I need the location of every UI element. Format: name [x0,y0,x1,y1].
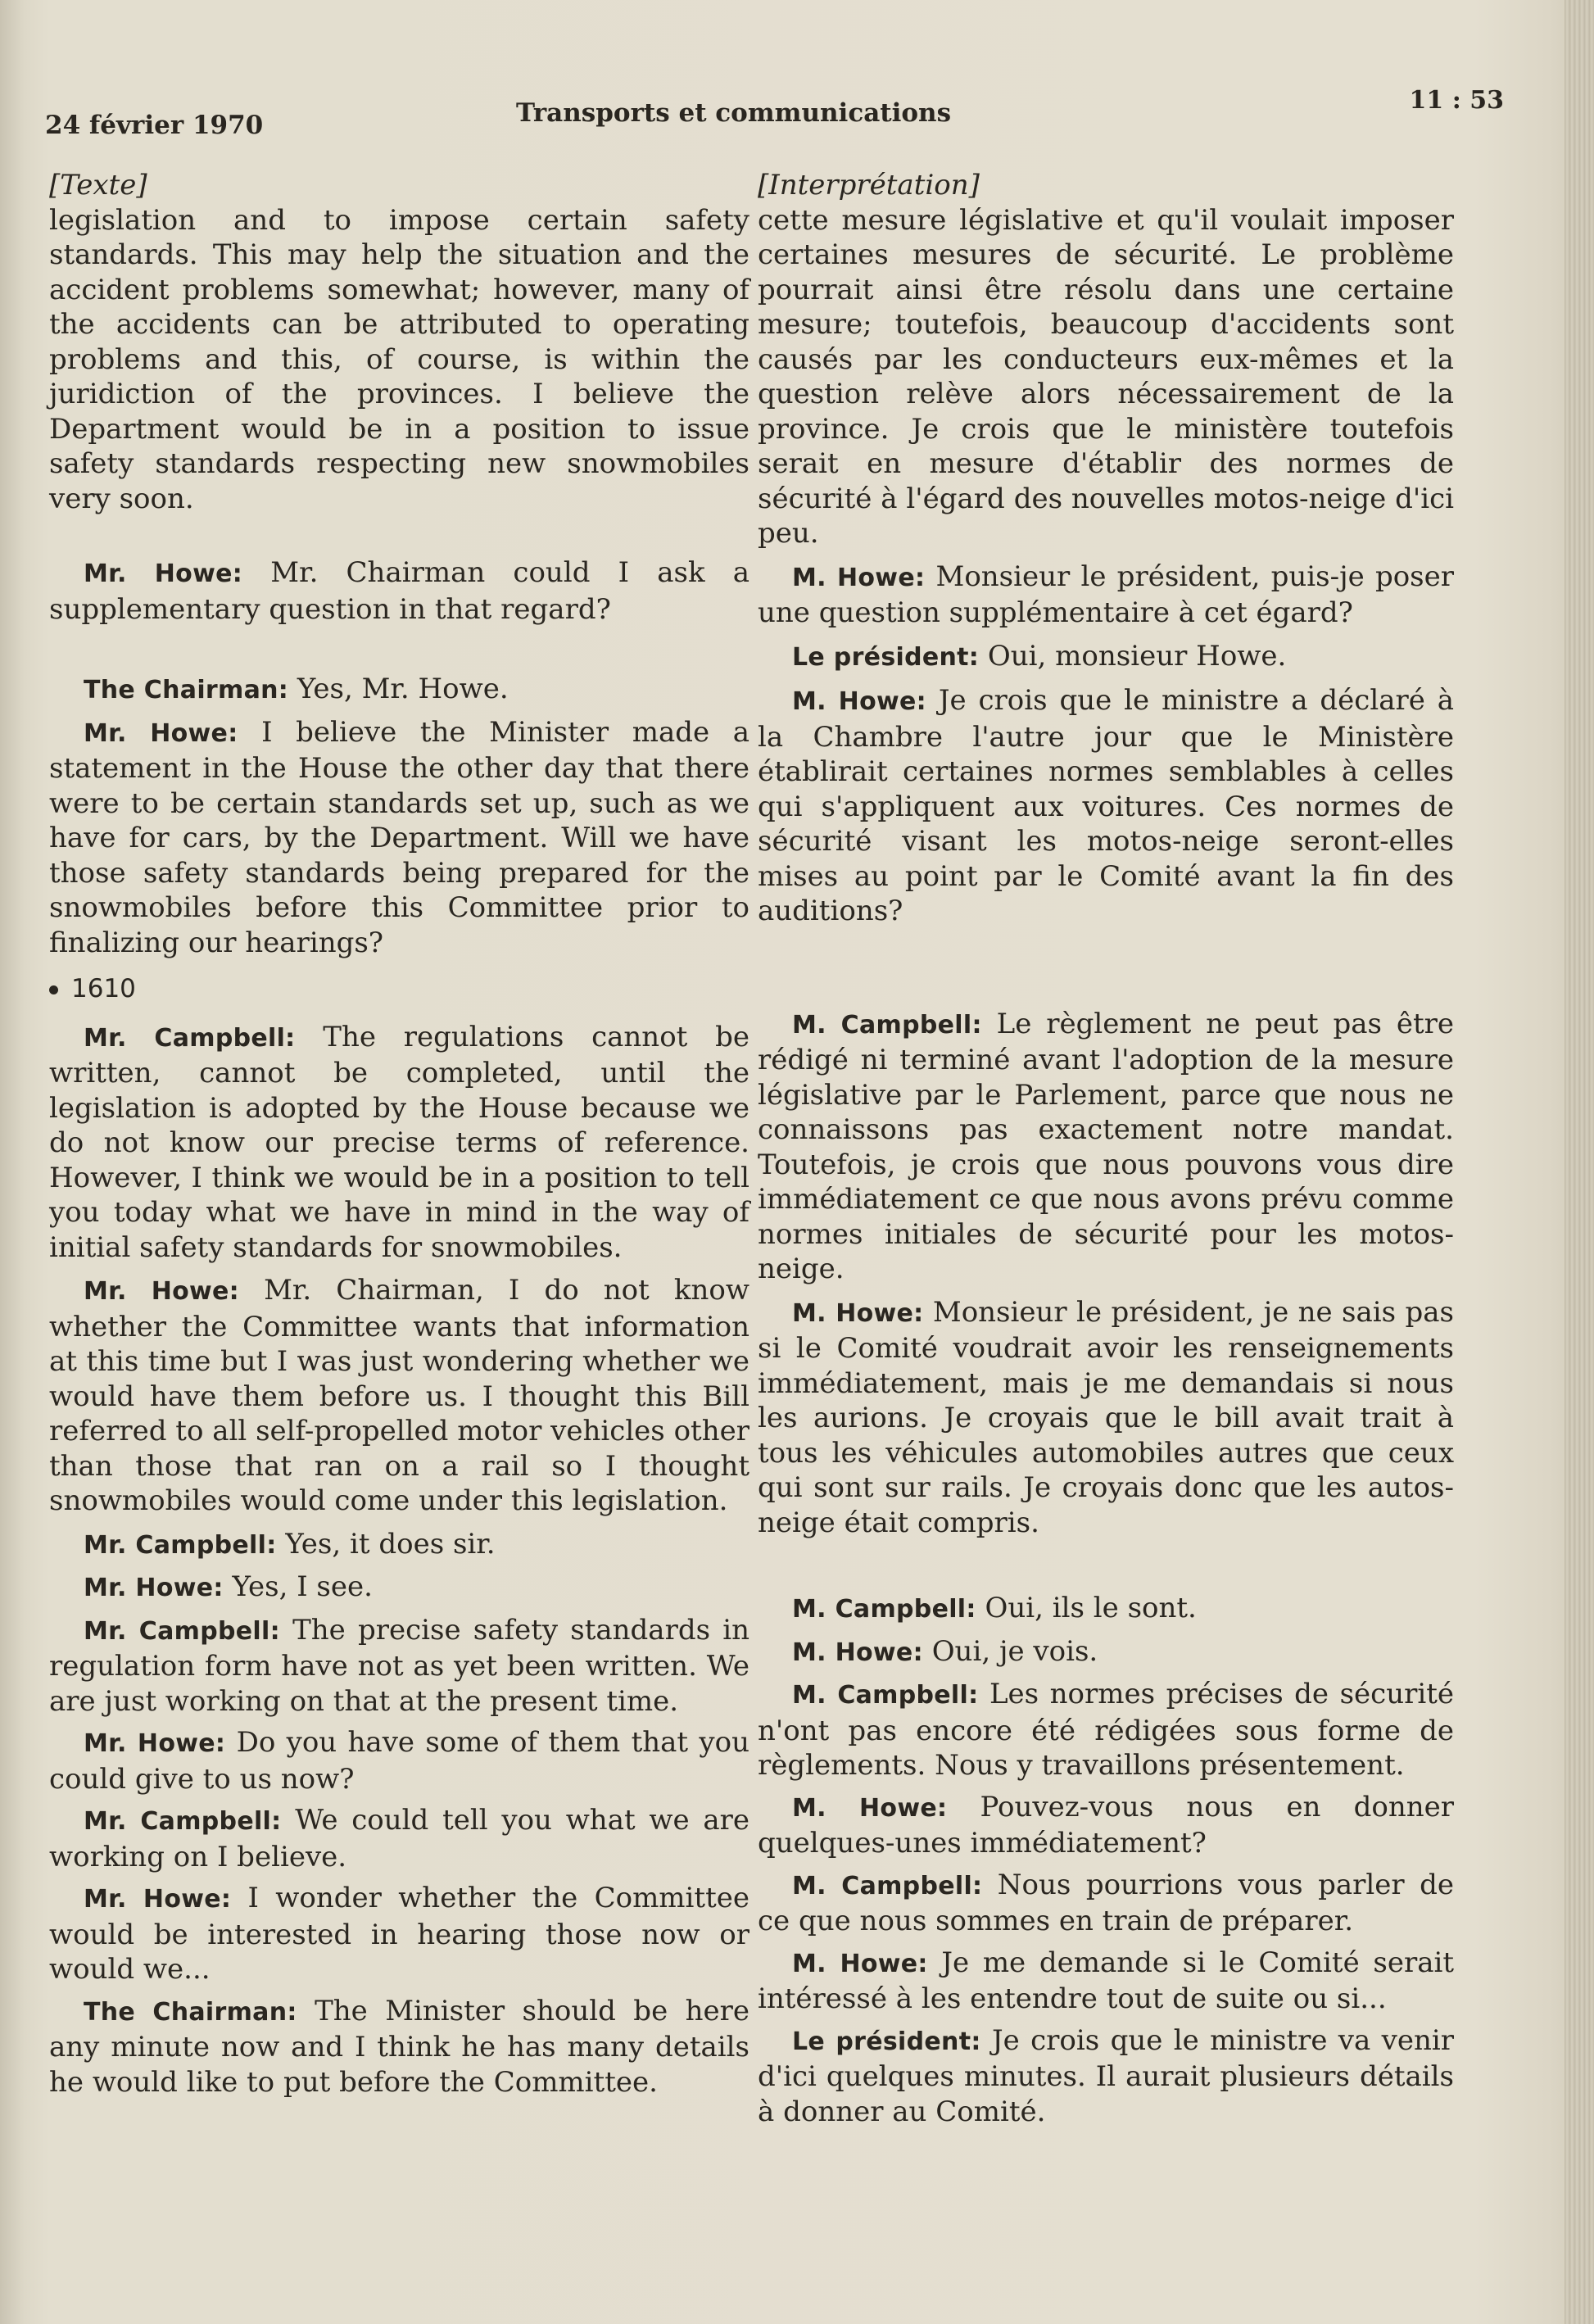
paragraph-text: cette mesure législative et qu'il voulait imposer certaines mesures de sécurité. Le problème pourrait ainsi être résolu dans une certaine mesure; toutefois, beaucoup d'accidents sont causés par les conducteurs eux-mêmes et la question relève alors nécessairement de la province. Je crois que le ministère toutefois serait en mesure d'établir des normes de sécurité à l'égard des nouvelles motos-neige d'ici peu. [758,203,1454,550]
speaker-name: M. Howe: [792,1298,924,1328]
paragraph-text: Pouvez-vous nous en donner quelques-unes immédiatement? [758,1790,1454,1860]
french-column [758,168,1454,2129]
paragraph [758,1007,1454,1287]
speaker-name: Mr. Howe: [84,1574,224,1602]
paragraph [758,1946,1454,2017]
speaker-name: M. Campbell: [792,1871,983,1900]
paragraph [49,555,749,627]
speaker-name: The Chairman: [84,676,289,704]
paragraph [758,2023,1454,2130]
paragraph [758,1868,1454,1939]
paragraph [49,715,749,961]
paragraph [49,1273,749,1519]
speaker-name: Mr. Campbell: [84,1807,282,1836]
header-title: Transports et communications [516,98,952,128]
paragraph-text: Oui, monsieur Howe. [987,639,1287,673]
speaker-name: M. Howe: [792,687,926,716]
paragraph [49,1994,749,2100]
paragraph [49,203,749,517]
paragraph-text: Le règlement ne peut pas être rédigé ni terminé avant l'adoption de la mesure législative par le Parlement, parce que nous ne connaissons pas exactement notre mandat. Toutefois, je crois que nous pouvons vous dire immédiatement ce que nous avons prévu comme normes initiales de sécurité pour les motos-neige. [758,1007,1454,1285]
time-marker-text: 1610 [71,974,136,1003]
paragraph [49,672,749,709]
speaker-name: Mr. Howe: [84,1885,232,1914]
paragraph [49,1613,749,1719]
paragraph-text: Mr. Chairman could I ask a supplementary question in that regard? [49,556,749,626]
speaker-name: M. Howe: [792,1793,948,1823]
speaker-name: M. Howe: [792,563,926,592]
speaker-name: Mr. Howe: [84,1277,239,1306]
speaker-name: Mr. Howe: [84,559,243,588]
paragraph-text: We could tell you what we are working on I believe. [49,1804,749,1873]
speaker-name: Mr. Campbell: [84,1530,277,1560]
english-column-label: [Texte] [49,169,147,202]
paragraph-text: Mr. Chairman, I do not know whether the Committee wants that information at this time but I was just wondering whether we would have them before us. I thought this Bill referred to all self-propelled motor vehicles other than those that ran on a rail so I thought snowmobiles would come under this legislation. [49,1274,749,1517]
paragraph [758,559,1454,631]
paragraph-text: Do you have some of them that you could give to us now? [49,1726,749,1796]
time-marker [49,972,749,1007]
paragraph-text: I believe the Minister made a statement in the House the other day that there were to be certain standards set up, such as we have for cars, by the Department. Will we have those safety standards being prepared for the snowmobiles before this Committee prior to finalizing our hearings? [49,715,749,959]
speaker-name: M. Howe: [792,1949,928,1978]
paragraph-text: Yes, it does sir. [285,1527,496,1561]
page-header [45,86,1504,143]
paragraph-text: Je me demande si le Comité serait intéressé à les entendre tout de suite ou si... [758,1946,1455,2015]
speaker-name: Mr. Howe: [84,1729,226,1758]
paragraph [49,1527,749,1564]
paragraph [758,1634,1454,1671]
paragraph [49,1803,749,1874]
paragraph-text: Je crois que le ministre va venir d'ici quelques minutes. Il aurait plusieurs détails à donner au Comité. [758,2023,1454,2128]
paragraph-text: The regulations cannot be written, cannot be completed, until the legislation is adopted by the House because we do not know our precise terms of reference. However, I think we would be in a position to tell you today what we have in mind in the way of initial safety standards for snowmobiles. [49,1020,750,1264]
paragraph [49,1725,749,1796]
bullet-icon [49,985,58,994]
speaker-name: Mr. Campbell: [84,1616,280,1646]
paragraph-text: Monsieur le président, je ne sais pas si le Comité voudrait avoir les renseignements immédiatement, mais je me demandais si nous les aurions. Je croyais que le bill avait trait à tous les véhicules automobiles autres que ceux qui sont sur rails. Je croyais donc que les autos-neige était compris. [758,1295,1454,1539]
paragraph [758,1790,1454,1861]
paragraph-text: Oui, je vois. [931,1634,1098,1668]
paragraph-text: The Minister should be here any minute now and I think he has many details he would like to put before the Committee. [49,1994,749,2099]
speaker-name: M. Campbell: [792,1595,976,1624]
paragraph-text: Les normes précises de sécurité n'ont pas encore été rédigées sous forme de règlements. Nous y travaillons présentement. [758,1678,1454,1782]
french-column-label: [Interprétation] [758,169,980,202]
paragraph-text: Yes, Mr. Howe. [297,673,509,705]
speaker-name: Mr. Campbell: [84,1023,296,1053]
speaker-name: Le président: [792,2027,981,2056]
paragraph [49,1570,749,1606]
paragraph-text: Oui, ils le sont. [985,1592,1197,1624]
paragraph [758,1677,1454,1783]
speaker-name: The Chairman: [84,1997,297,2027]
speaker-name: Mr. Howe: [84,718,238,748]
paragraph [49,1020,749,1266]
paragraph [758,639,1454,676]
header-date: 24 février 1970 [45,111,264,140]
paragraph [758,683,1454,929]
header-page-number: 11 : 53 [1409,86,1504,115]
speaker-name: M. Campbell: [792,1010,982,1040]
paragraph [758,1295,1454,1541]
speaker-name: Le président: [792,642,980,672]
paragraph-text: Nous pourrions vous parler de ce que nous sommes en train de préparer. [758,1868,1454,1937]
paragraph-text: legislation and to impose certain safety standards. This may help the situation and the accident problems somewhat; however, many of the accidents can be attributed to operating problems and this, of course, is within the juridiction of the provinces. I believe the Department would be in a position to issue safety standards respecting new snowmobiles very soon. [49,203,749,515]
paragraph [758,1591,1454,1628]
speaker-name: M. Howe: [792,1638,923,1667]
paragraph [758,203,1454,551]
paragraph [49,1881,749,1987]
paragraph-text: The precise safety standards in regulation form have not as yet been written. We are just working on that at the present time. [49,1613,749,1718]
speaker-name: M. Campbell: [792,1681,979,1710]
paragraph-text: Je crois que le ministre a déclaré à la Chambre l'autre jour que le Ministère établirait certaines normes semblables à celles qui s'appliquent aux voitures. Ces normes de sécurité visant les motos-neige seront-elles mises au point par le Comité avant la fin des auditions? [758,684,1454,927]
paragraph-text: I wonder whether the Committee would be interested in hearing those now or would we... [49,1882,749,1986]
english-column [49,168,749,2100]
paragraph-text: Yes, I see. [232,1570,373,1603]
book-spine-edge [1565,0,1594,2324]
paragraph-text: Monsieur le président, puis-je poser une question supplémentaire à cet égard? [758,559,1455,629]
